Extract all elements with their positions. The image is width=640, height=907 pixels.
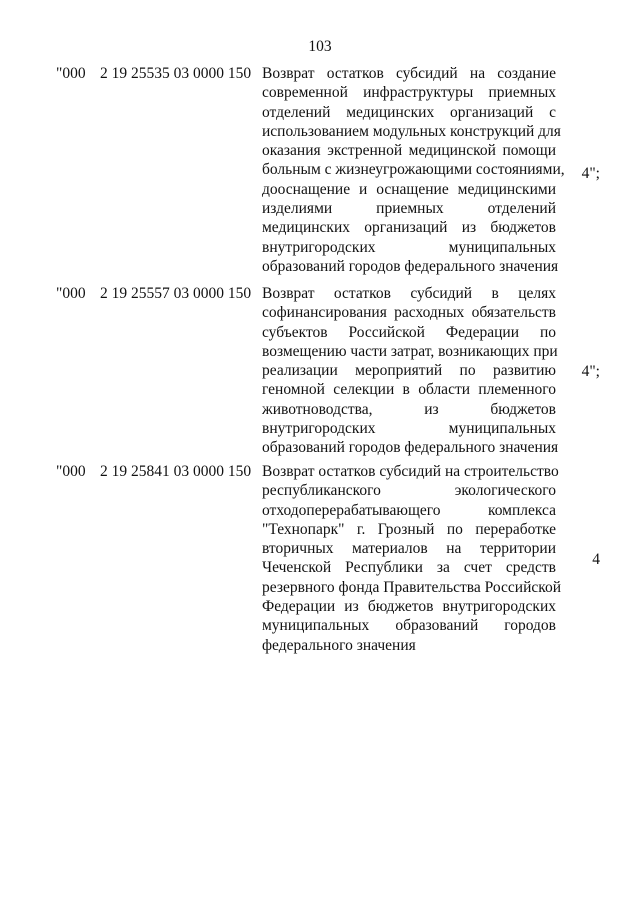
description-line: внутригородских муниципальных: [262, 420, 556, 438]
description-line: геномной селекции в области племенного: [262, 381, 556, 399]
description-line: использованием модульных конструкций для: [262, 122, 561, 140]
description-line: дооснащение и оснащение медицинскими: [262, 180, 556, 198]
code-prefix: "000: [56, 285, 86, 302]
description-line: реализации мероприятий по развитию: [262, 362, 556, 380]
description-line: софинансирования расходных обязательств: [262, 304, 556, 322]
description-line: возмещению части затрат, возникающих при: [262, 342, 558, 360]
description-line: вторичных материалов на территории: [262, 540, 556, 558]
description-line: республиканского экологического: [262, 482, 556, 500]
description-line: Возврат остатков субсидий на строительство: [262, 463, 559, 480]
description-line: муниципальных образований городов: [262, 617, 556, 635]
description-line: изделиями приемных отделений: [262, 200, 556, 218]
entry-description: [262, 64, 565, 276]
entry-description: [262, 284, 559, 458]
code-prefix: "000: [56, 65, 86, 82]
entry-value: 4";: [581, 165, 600, 182]
entry-description: [262, 462, 562, 655]
description-line: Федерации из бюджетов внутригородских: [262, 598, 556, 616]
description-line: Возврат остатков субсидий в целях: [262, 285, 556, 302]
description-line: субъектов Российской Федерации по: [262, 323, 556, 341]
description-line: медицинских организаций из бюджетов: [262, 219, 556, 237]
description-line: резервного фонда Правительства Российской: [262, 578, 562, 596]
description-line: федерального значения: [262, 636, 416, 654]
description-line: Чеченской Республики за счет средств: [262, 559, 556, 577]
entry-value: 4: [592, 551, 600, 568]
description-line: отходоперерабатывающего комплекса: [262, 501, 556, 519]
description-line: образований городов федерального значения: [262, 257, 559, 275]
description-line: образований городов федерального значения: [262, 439, 559, 457]
description-line: отделений медицинских организаций с: [262, 103, 556, 121]
budget-code: 2 19 25535 03 0000 150: [100, 65, 252, 82]
description-line: Возврат остатков субсидий на создание: [262, 65, 556, 82]
budget-code: 2 19 25557 03 0000 150: [100, 285, 252, 302]
budget-code: 2 19 25841 03 0000 150: [100, 463, 252, 480]
page-number: 103: [308, 38, 332, 55]
entry-value: 4";: [581, 363, 600, 380]
description-line: внутригородских муниципальных: [262, 238, 556, 256]
code-prefix: "000: [56, 463, 86, 480]
description-line: "Технопарк" г. Грозный по переработке: [262, 520, 556, 538]
description-line: животноводства, из бюджетов: [262, 400, 556, 418]
description-line: современной инфраструктуры приемных: [262, 84, 556, 102]
description-line: больным с жизнеугрожающими состояниями,: [262, 161, 565, 179]
description-line: оказания экстренной медицинской помощи: [262, 142, 556, 160]
